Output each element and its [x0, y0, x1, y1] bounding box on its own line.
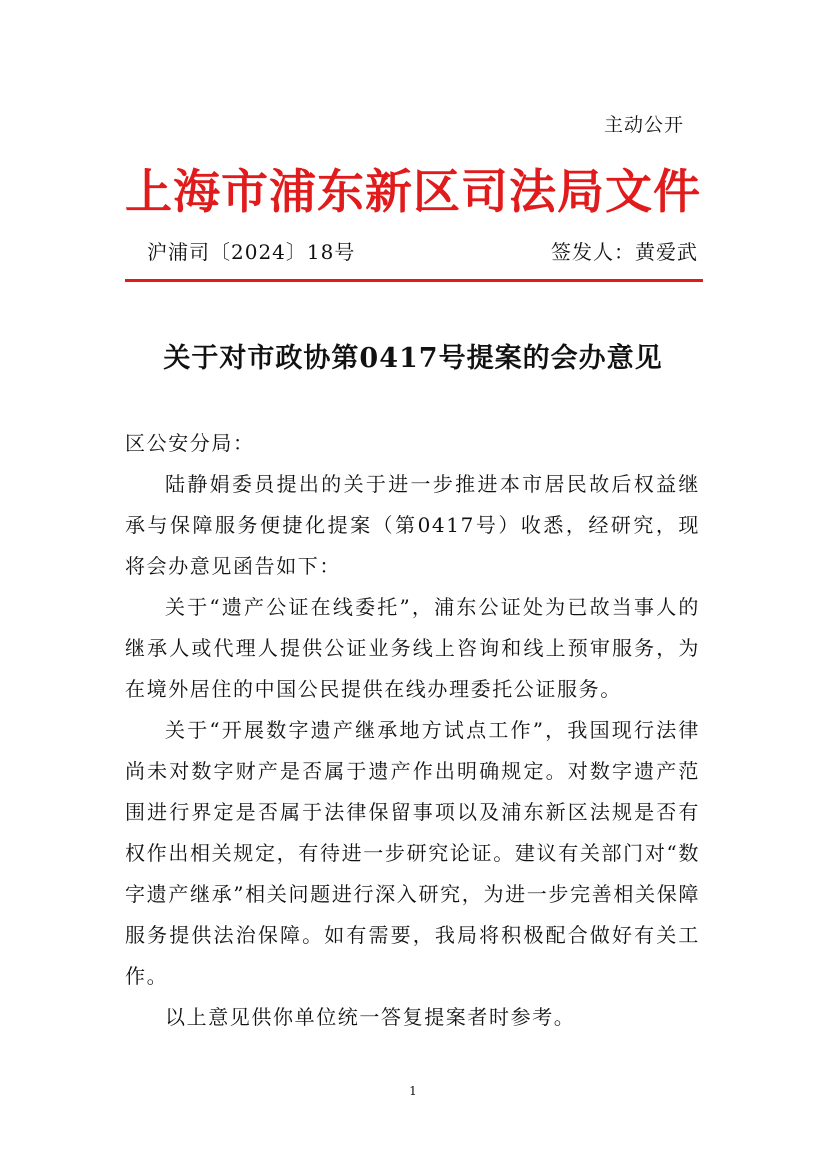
document-title: 关于对市政协第0417号提案的会办意见 [163, 343, 663, 374]
addressee: 区公安分局： [125, 431, 255, 455]
signer: 签发人：黄爱武 [551, 240, 698, 264]
disclosure-label: 主动公开 [603, 114, 684, 136]
body-paragraph: 以上意见供你单位统一答复提案者时参考。 [165, 1005, 576, 1029]
document-body [125, 423, 700, 1038]
body-paragraph: 陆静娟委员提出的关于进一步推进本市居民故后权益继承与保障服务便捷化提案（第0417号）收悉，经研究，现将会办意见函告如下： [125, 472, 700, 578]
issuer-header: 上海市浦东新区司法局文件 [125, 165, 701, 220]
red-divider [125, 279, 703, 282]
document-number: 沪浦司〔2024〕18号 [147, 240, 356, 264]
body-paragraph: 关于“遗产公证在线委托”，浦东公证处为已故当事人的继承人或代理人提供公证业务线上咨询和线上预审服务，为在境外居住的中国公民提供在线办理委托公证服务。 [125, 595, 700, 701]
page-number: 1 [409, 1084, 417, 1098]
body-paragraph: 关于“开展数字遗产继承地方试点工作”，我国现行法律尚未对数字财产是否属于遗产作出明确规定。对数字遗产范围进行界定是否属于法律保留事项以及浦东新区法规是否有权作出相关规定，有待进一步研究论证。建议有关部门对“数字遗产继承”相关问题进行深入研究，为进一步完善相关保障服务提供法治保障。如有需要，我局将积极配合做好有关工作。 [125, 718, 700, 988]
